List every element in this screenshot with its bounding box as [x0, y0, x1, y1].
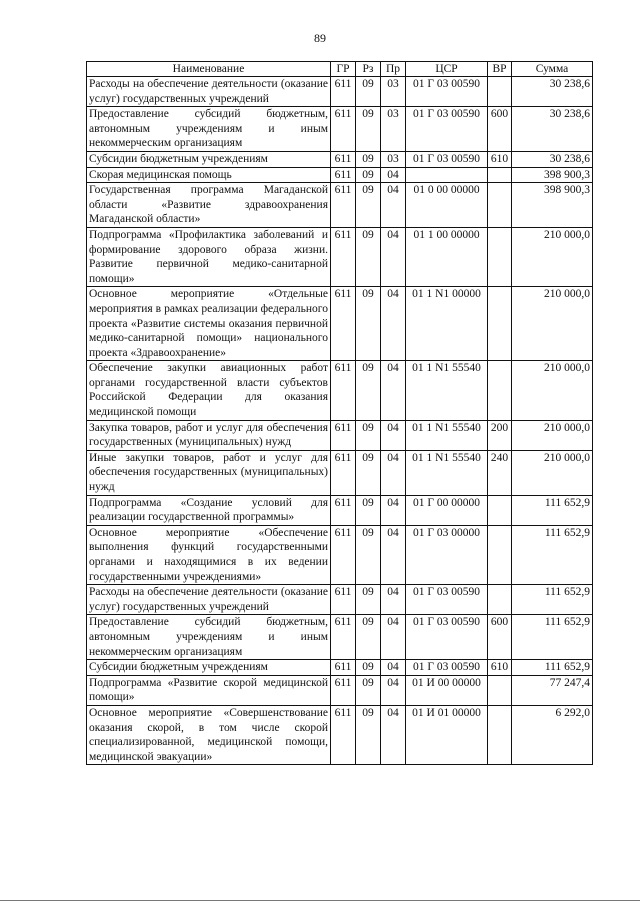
row-name-cell: Обеспечение закупки авиационных работ органами государственной власти субъектов Российской Федерации для оказания медицинской помощи	[87, 361, 331, 420]
row-pr-cell: 04	[381, 183, 406, 228]
row-rz-cell: 09	[356, 705, 381, 764]
row-name-cell: Основное мероприятие «Совершенствование оказания скорой, в том числе скорой специализированной, медицинской помощи, медицинской эвакуации»	[87, 705, 331, 764]
row-csr-cell: 01 Г 03 00590	[406, 77, 488, 107]
table-row	[87, 287, 593, 361]
row-gr-cell: 611	[331, 167, 356, 183]
row-name-cell: Расходы на обеспечение деятельности (оказание услуг) государственных учреждений	[87, 77, 331, 107]
row-csr-cell: 01 И 01 00000	[406, 705, 488, 764]
header-sum: Сумма	[512, 62, 593, 77]
row-pr-cell: 03	[381, 107, 406, 152]
header-gr: ГР	[331, 62, 356, 77]
page-number: 89	[314, 31, 326, 45]
row-sum-cell: 30 238,6	[512, 151, 593, 167]
header-row	[87, 62, 593, 77]
table-row	[87, 183, 593, 228]
row-vr-cell	[488, 675, 512, 705]
row-name-cell: Субсидии бюджетным учреждениям	[87, 660, 331, 676]
row-pr-cell: 04	[381, 420, 406, 450]
row-name-cell: Закупка товаров, работ и услуг для обеспечения государственных (муниципальных) нужд	[87, 420, 331, 450]
row-rz-cell: 09	[356, 151, 381, 167]
table-row	[87, 525, 593, 584]
row-rz-cell: 09	[356, 660, 381, 676]
budget-table	[86, 61, 593, 765]
row-rz-cell: 09	[356, 495, 381, 525]
row-sum-cell: 30 238,6	[512, 77, 593, 107]
row-name-cell: Подпрограмма «Создание условий для реализации государственной программы»	[87, 495, 331, 525]
row-sum-cell: 111 652,9	[512, 660, 593, 676]
header-vr: ВР	[488, 62, 512, 77]
table-row	[87, 705, 593, 764]
row-sum-cell: 210 000,0	[512, 287, 593, 361]
row-csr-cell: 01 Г 03 00590	[406, 151, 488, 167]
table-row	[87, 660, 593, 676]
row-vr-cell: 240	[488, 450, 512, 495]
row-gr-cell: 611	[331, 495, 356, 525]
row-sum-cell: 210 000,0	[512, 450, 593, 495]
row-pr-cell: 04	[381, 287, 406, 361]
row-csr-cell: 01 1 N1 55540	[406, 420, 488, 450]
row-sum-cell: 77 247,4	[512, 675, 593, 705]
row-csr-cell: 01 И 00 00000	[406, 675, 488, 705]
table-row	[87, 420, 593, 450]
row-sum-cell: 210 000,0	[512, 361, 593, 420]
row-sum-cell: 111 652,9	[512, 585, 593, 615]
row-sum-cell: 210 000,0	[512, 420, 593, 450]
row-sum-cell: 111 652,9	[512, 525, 593, 584]
row-name-cell: Основное мероприятие «Обеспечение выполнения функций государственными органами и находящимися в их ведении государственными учреждениями»	[87, 525, 331, 584]
row-csr-cell: 01 1 00 00000	[406, 227, 488, 286]
row-gr-cell: 611	[331, 420, 356, 450]
table-row	[87, 450, 593, 495]
row-vr-cell: 610	[488, 151, 512, 167]
row-csr-cell	[406, 167, 488, 183]
row-pr-cell: 04	[381, 675, 406, 705]
table-row	[87, 675, 593, 705]
row-rz-cell: 09	[356, 227, 381, 286]
row-pr-cell: 04	[381, 495, 406, 525]
row-pr-cell: 04	[381, 227, 406, 286]
row-pr-cell: 04	[381, 705, 406, 764]
row-rz-cell: 09	[356, 167, 381, 183]
row-csr-cell: 01 1 N1 55540	[406, 361, 488, 420]
row-name-cell: Скорая медицинская помощь	[87, 167, 331, 183]
row-gr-cell: 611	[331, 525, 356, 584]
table-row	[87, 495, 593, 525]
row-gr-cell: 611	[331, 151, 356, 167]
row-vr-cell	[488, 227, 512, 286]
row-csr-cell: 01 0 00 00000	[406, 183, 488, 228]
header-rz: Рз	[356, 62, 381, 77]
row-name-cell: Иные закупки товаров, работ и услуг для обеспечения государственных (муниципальных) нужд	[87, 450, 331, 495]
row-rz-cell: 09	[356, 450, 381, 495]
row-rz-cell: 09	[356, 525, 381, 584]
row-vr-cell	[488, 495, 512, 525]
row-sum-cell: 210 000,0	[512, 227, 593, 286]
header-csr: ЦСР	[406, 62, 488, 77]
row-name-cell: Подпрограмма «Развитие скорой медицинской помощи»	[87, 675, 331, 705]
row-vr-cell	[488, 167, 512, 183]
row-gr-cell: 611	[331, 227, 356, 286]
row-vr-cell	[488, 585, 512, 615]
table-row	[87, 227, 593, 286]
row-rz-cell: 09	[356, 107, 381, 152]
row-gr-cell: 611	[331, 615, 356, 660]
row-pr-cell: 03	[381, 151, 406, 167]
row-vr-cell	[488, 77, 512, 107]
row-sum-cell: 111 652,9	[512, 615, 593, 660]
row-gr-cell: 611	[331, 450, 356, 495]
row-rz-cell: 09	[356, 77, 381, 107]
table-row	[87, 615, 593, 660]
row-sum-cell: 30 238,6	[512, 107, 593, 152]
table-row	[87, 77, 593, 107]
page-edge-divider	[0, 900, 640, 901]
table-row	[87, 361, 593, 420]
row-vr-cell	[488, 361, 512, 420]
row-sum-cell: 398 900,3	[512, 167, 593, 183]
row-name-cell: Предоставление субсидий бюджетным, автономным учреждениям и иным некоммерческим организациям	[87, 615, 331, 660]
row-name-cell: Подпрограмма «Профилактика заболеваний и формирование здорового образа жизни. Развитие первичной медико-санитарной помощи»	[87, 227, 331, 286]
row-rz-cell: 09	[356, 287, 381, 361]
row-vr-cell: 600	[488, 615, 512, 660]
table-row	[87, 585, 593, 615]
row-sum-cell: 111 652,9	[512, 495, 593, 525]
row-pr-cell: 04	[381, 361, 406, 420]
row-gr-cell: 611	[331, 675, 356, 705]
row-pr-cell: 04	[381, 450, 406, 495]
row-vr-cell	[488, 525, 512, 584]
row-rz-cell: 09	[356, 675, 381, 705]
row-csr-cell: 01 Г 03 00590	[406, 615, 488, 660]
row-gr-cell: 611	[331, 77, 356, 107]
row-sum-cell: 398 900,3	[512, 183, 593, 228]
row-gr-cell: 611	[331, 361, 356, 420]
row-pr-cell: 04	[381, 585, 406, 615]
row-pr-cell: 03	[381, 77, 406, 107]
row-csr-cell: 01 Г 03 00590	[406, 585, 488, 615]
row-pr-cell: 04	[381, 615, 406, 660]
row-rz-cell: 09	[356, 585, 381, 615]
row-pr-cell: 04	[381, 167, 406, 183]
row-vr-cell: 600	[488, 107, 512, 152]
row-csr-cell: 01 Г 03 00000	[406, 525, 488, 584]
header-pr: Пр	[381, 62, 406, 77]
header-name: Наименование	[87, 62, 331, 77]
row-sum-cell: 6 292,0	[512, 705, 593, 764]
row-csr-cell: 01 Г 00 00000	[406, 495, 488, 525]
row-name-cell: Предоставление субсидий бюджетным, автономным учреждениям и иным некоммерческим организациям	[87, 107, 331, 152]
table-row	[87, 107, 593, 152]
row-gr-cell: 611	[331, 660, 356, 676]
table-row	[87, 151, 593, 167]
row-vr-cell	[488, 287, 512, 361]
row-rz-cell: 09	[356, 615, 381, 660]
row-gr-cell: 611	[331, 585, 356, 615]
row-csr-cell: 01 Г 03 00590	[406, 107, 488, 152]
row-name-cell: Субсидии бюджетным учреждениям	[87, 151, 331, 167]
row-pr-cell: 04	[381, 660, 406, 676]
row-csr-cell: 01 Г 03 00590	[406, 660, 488, 676]
row-gr-cell: 611	[331, 107, 356, 152]
row-vr-cell	[488, 705, 512, 764]
row-name-cell: Государственная программа Магаданской области «Развитие здравоохранения Магаданской области»	[87, 183, 331, 228]
row-name-cell: Расходы на обеспечение деятельности (оказание услуг) государственных учреждений	[87, 585, 331, 615]
table-body	[87, 77, 593, 765]
row-gr-cell: 611	[331, 705, 356, 764]
row-gr-cell: 611	[331, 183, 356, 228]
row-rz-cell: 09	[356, 183, 381, 228]
row-name-cell: Основное мероприятие «Отдельные мероприятия в рамках реализации федерального проекта «Развитие системы оказания первичной медико-санитарной помощи» национального проекта «Здравоохранение»	[87, 287, 331, 361]
row-csr-cell: 01 1 N1 00000	[406, 287, 488, 361]
row-rz-cell: 09	[356, 361, 381, 420]
row-pr-cell: 04	[381, 525, 406, 584]
row-vr-cell: 200	[488, 420, 512, 450]
row-rz-cell: 09	[356, 420, 381, 450]
row-csr-cell: 01 1 N1 55540	[406, 450, 488, 495]
table-row	[87, 167, 593, 183]
row-vr-cell: 610	[488, 660, 512, 676]
row-gr-cell: 611	[331, 287, 356, 361]
row-vr-cell	[488, 183, 512, 228]
